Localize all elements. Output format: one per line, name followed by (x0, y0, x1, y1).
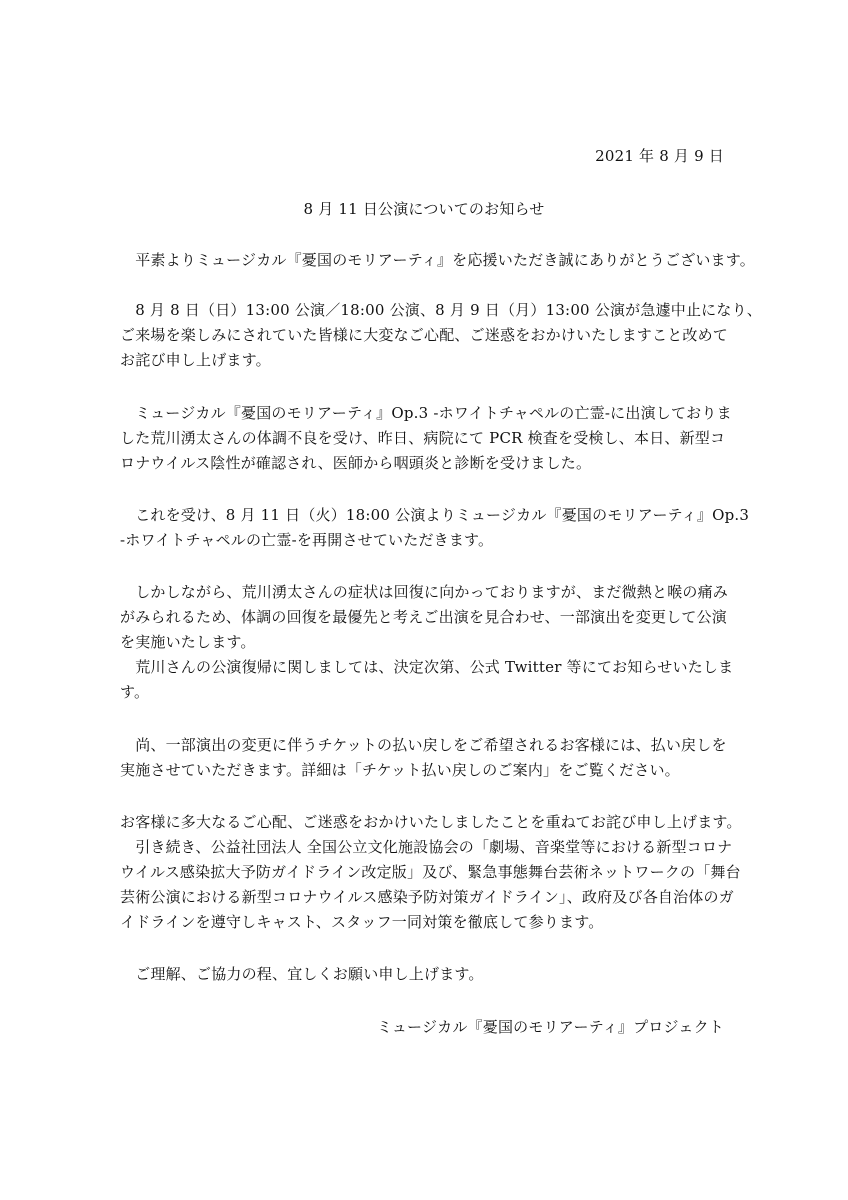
text-line: これを受け、8 月 11 日（火）18:00 公演よりミュージカル『憂国のモリアーティ』Op.3 (120, 506, 750, 524)
text-line: を実施いたします。 (120, 633, 256, 651)
text-line: お詫び申し上げます。 (120, 351, 271, 369)
text-line: お客様に多大なるご心配、ご迷惑をおかけいたしましたことを重ねてお詫び申し上げます。 (120, 813, 742, 831)
text-line: 8 月 8 日（日）13:00 公演／18:00 公演、8 月 9 日（月）13:00 公演が急遽中止になり、 (120, 301, 762, 319)
text-line: 尚、一部演出の変更に伴うチケットの払い戻しをご希望されるお客様には、払い戻しを (120, 736, 727, 754)
document-title: 8 月 11 日公演についてのお知らせ (303, 200, 545, 218)
text-line: -ホワイトチャペルの亡霊-を再開させていただきます。 (120, 531, 494, 549)
text-line: 平素よりミュージカル『憂国のモリアーティ』を応援いただき誠にありがとうございます。 (120, 251, 755, 269)
text-line: す。 (120, 683, 150, 701)
text-line: した荒川湧太さんの体調不良を受け、昨日、病院にて PCR 検査を受検し、本日、新型コ (120, 429, 726, 447)
text-line: 芸術公演における新型コロナウイルス感染予防対策ガイドライン」、政府及び各自治体のガ (120, 888, 734, 906)
document-date: 2021 年 8 月 9 日 (595, 147, 724, 165)
text-line: 引き続き、公益社団法人 全国公立文化施設協会の「劇場、音楽堂等における新型コロナ (120, 838, 733, 856)
text-line: イドラインを遵守しキャスト、スタッフ一同対策を徹底して参ります。 (120, 913, 604, 931)
text-line: 実施させていただきます。詳細は「チケット払い戻しのご案内」をご覧ください。 (120, 761, 680, 779)
signature: ミュージカル『憂国のモリアーティ』プロジェクト (376, 1018, 724, 1036)
text-line: ご理解、ご協力の程、宜しくお願い申し上げます。 (120, 965, 484, 983)
text-line: ミュージカル『憂国のモリアーティ』Op.3 -ホワイトチャペルの亡霊-に出演しておりま (120, 404, 732, 422)
text-line: ご来場を楽しみにされていた皆様に大変なご心配、ご迷惑をおかけいたしますこと改めて (120, 326, 729, 344)
text-line: ロナウイルス陰性が確認され、医師から咽頭炎と診断を受けました。 (120, 454, 592, 472)
text-line: 荒川さんの公演復帰に関しましては、決定次第、公式 Twitter 等にてお知らせいたしま (120, 658, 734, 676)
text-line: ウイルス感染拡大予防ガイドライン改定版」及び、緊急事態舞台芸術ネットワークの「舞台 (120, 863, 741, 881)
text-line: しかしながら、荒川湧太さんの症状は回復に向かっておりますが、まだ微熱と喉の痛み (120, 583, 729, 601)
text-line: がみられるため、体調の回復を最優先と考えご出演を見合わせ、一部演出を変更して公演 (120, 608, 727, 626)
